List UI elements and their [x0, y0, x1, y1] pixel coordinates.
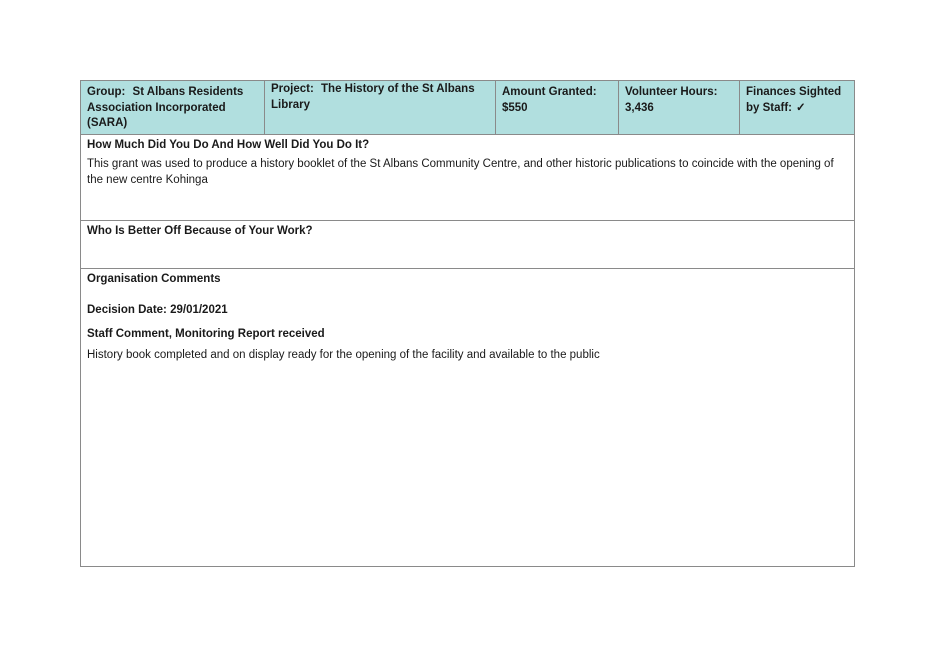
group-value: St Albans Residents Association Incorporated (SARA) [87, 86, 244, 129]
hours-label: Volunteer Hours: [625, 86, 718, 98]
group-label: Group: [87, 86, 126, 98]
project-cell [265, 81, 496, 134]
amount-label: Amount Granted: [502, 86, 597, 98]
finances-cell [740, 81, 854, 134]
amount-value: $550 [502, 101, 528, 114]
org-comments-heading: Organisation Comments [87, 273, 221, 285]
staff-comment-heading: Staff Comment, Monitoring Report received [87, 328, 325, 340]
project-value: The History of the St Albans Library [271, 83, 475, 111]
project-label: Project: [271, 83, 314, 95]
hours-value: 3,436 [625, 101, 654, 114]
group-cell [81, 81, 265, 134]
staff-comment-text: History book completed and on display ready for the opening of the facility and available to the public [87, 349, 600, 361]
checkmark-icon: ✓ [796, 101, 806, 114]
better-off-question: Who Is Better Off Because of Your Work? [87, 225, 313, 237]
hours-cell [619, 81, 740, 134]
header-row [81, 81, 854, 135]
how-much-question: How Much Did You Do And How Well Did You Do It? [87, 139, 370, 151]
finances-label: Finances Sighted by Staff: [746, 86, 842, 114]
how-much-section [81, 135, 854, 221]
decision-date: Decision Date: 29/01/2021 [87, 304, 228, 316]
how-much-answer: This grant was used to produce a history booklet of the St Albans Community Centre, and other historic publications to coincide with the opening of the new centre Kohinga [87, 158, 834, 186]
grant-report-table [80, 80, 855, 567]
amount-cell [496, 81, 619, 134]
org-comments-section [81, 269, 854, 566]
better-off-section [81, 221, 854, 269]
